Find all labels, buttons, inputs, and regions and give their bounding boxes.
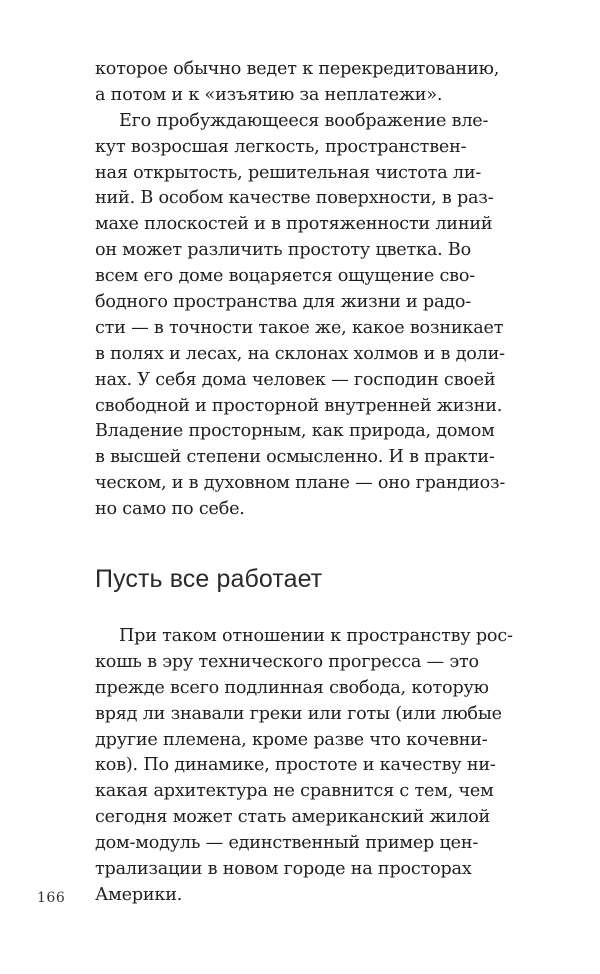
text-line: прежде всего подлинная свобода, которую bbox=[95, 677, 489, 698]
text-line: ний. В особом качестве поверхности, в раз- bbox=[95, 188, 494, 209]
text-line: махе плоскостей и в протяженности линий bbox=[95, 214, 493, 235]
text-line: Владение просторным, как природа, домом bbox=[95, 421, 495, 442]
text-line: бодного пространства для жизни и радо- bbox=[95, 292, 472, 313]
text-line: кошь в эру технического прогресса — это bbox=[95, 651, 479, 672]
paragraph-block-top bbox=[95, 57, 515, 523]
text-line: дом-модуль — единственный пример цен- bbox=[95, 833, 479, 854]
text-line: свободной и просторной внутренней жизни. bbox=[95, 395, 503, 416]
text-line: он может различить простоту цветка. Во bbox=[95, 240, 472, 261]
text-line: ков). По динамике, простоте и качеству ни- bbox=[95, 755, 496, 776]
text-line: трализации в новом городе на просторах bbox=[95, 859, 472, 880]
text-line: другие племена, кроме разве что кочевни- bbox=[95, 729, 488, 750]
text-line: всем его доме воцаряется ощущение сво- bbox=[95, 266, 475, 287]
text-line: в высшей степени осмысленно. И в практи- bbox=[95, 447, 495, 468]
text-line: Его пробуждающееся воображение вле- bbox=[119, 110, 489, 131]
text-line: ческом, и в духовном плане — оно грандиоз- bbox=[95, 473, 506, 494]
section-heading: Пусть все работает bbox=[95, 565, 323, 593]
text-line: ная открытость, решительная чистота ли- bbox=[95, 162, 482, 183]
text-line: сегодня может стать американский жилой bbox=[95, 807, 490, 828]
paragraph-block-bottom bbox=[95, 624, 515, 909]
text-line: вряд ли знавали греки или готы (или любые bbox=[95, 703, 502, 724]
text-line: Америки. bbox=[95, 884, 183, 905]
text-line: При таком отношении к пространству рос- bbox=[119, 626, 513, 646]
text-line: в полях и лесах, на склонах холмов и в доли- bbox=[95, 343, 505, 364]
text-line: кут возросшая легкость, пространствен- bbox=[95, 136, 467, 157]
text-line: какая архитектура не сравнится с тем, чем bbox=[95, 781, 494, 802]
page-number: 166 bbox=[37, 890, 66, 906]
text-line: нах. У себя дома человек — господин своей bbox=[95, 369, 496, 390]
text-line: которое обычно ведет к перекредитованию, bbox=[95, 59, 500, 79]
text-line: а потом и к «изъятию за неплатежи». bbox=[95, 84, 443, 105]
text-line: сти — в точности такое же, какое возникает bbox=[95, 317, 504, 338]
text-line: но само по себе. bbox=[95, 499, 245, 520]
